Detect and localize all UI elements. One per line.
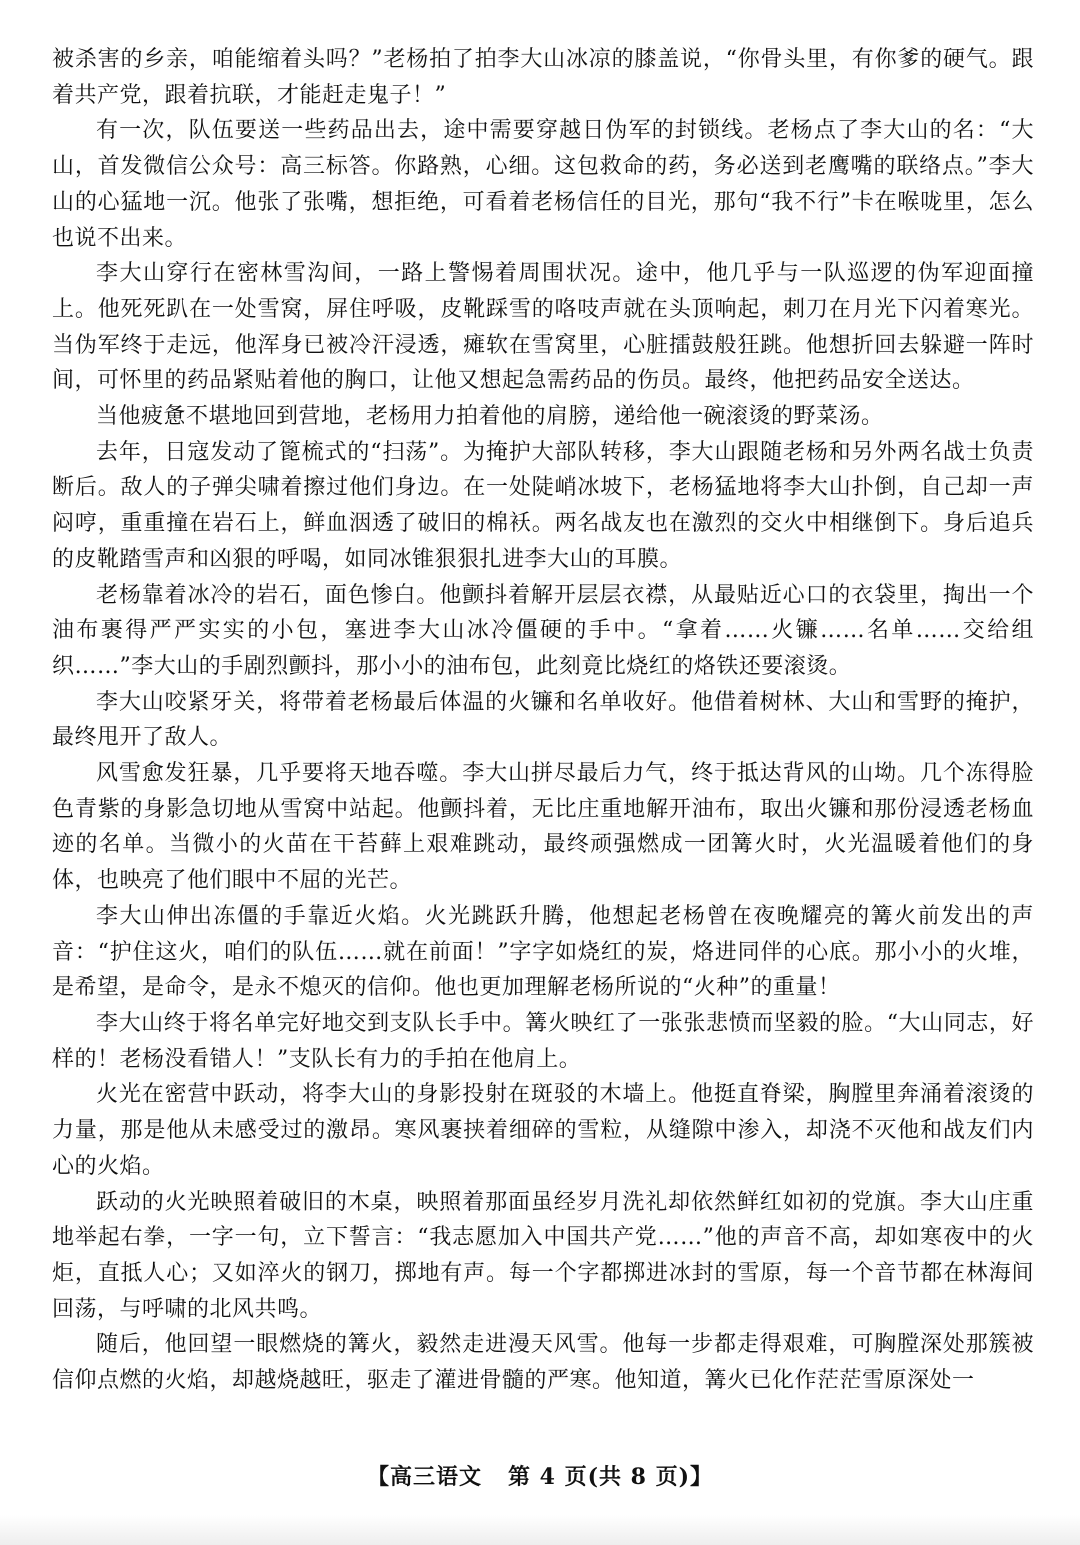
paragraph: 当他疲惫不堪地回到营地，老杨用力拍着他的肩膀，递给他一碗滚烫的野菜汤。: [96, 404, 884, 430]
paragraph: 李大山咬紧牙关，将带着老杨最后体温的火镰和名单收好。他借着树林、大山和雪野的掩护，最终甩开了敌人。: [52, 689, 1034, 751]
footer-bracket-close: 】: [690, 1464, 714, 1490]
footer-bracket-open: 【: [366, 1464, 390, 1490]
scan-shadow: [0, 1515, 1080, 1545]
paragraph: 风雪愈发狂暴，几乎要将天地吞噬。李大山拼尽最后力气，终于抵达背风的山坳。几个冻得脸色青紫的身影急切地从雪窝中站起。他颤抖着，无比庄重地解开油布，取出火镰和那份浸透老杨血迹的名单。当微小的火苗在干苔藓上艰难跳动，最终顽强燃成一团篝火时，火光温暖着他们的身体，也映亮了他们眼中不屈的光芒。: [52, 761, 1034, 894]
paragraph: 被杀害的乡亲，咱能缩着头吗？”老杨拍了拍李大山冰凉的膝盖说，“你骨头里，有你爹的硬气。跟着共产党，跟着抗联，才能赶走鬼子！”: [52, 47, 1034, 108]
footer-subject: 高三语文: [389, 1464, 482, 1490]
footer-gap: [482, 1464, 508, 1490]
page-footer: [0, 1462, 1080, 1492]
paragraph: 老杨靠着冰冷的岩石，面色惨白。他颤抖着解开层层衣襟，从最贴近心口的衣袋里，掏出一个油布裹得严严实实的小包，塞进李大山冰冷僵硬的手中。“拿着……火镰……名单……交给组织……”李大山的手剧烈颤抖，那小小的油布包，此刻竟比烧红的烙铁还要滚烫。: [52, 582, 1034, 679]
paragraph: 有一次，队伍要送一些药品出去，途中需要穿越日伪军的封锁线。老杨点了李大山的名：“大山，首发微信公众号：高三标答。你路熟，心细。这包救命的药，务必送到老鹰嘴的联络点。”李大山的心猛地一沉。他张了张嘴，想拒绝，可看着老杨信任的目光，那句“我不行”卡在喉咙里，怎么也说不出来。: [52, 118, 1034, 251]
paragraph: 李大山伸出冻僵的手靠近火焰。火光跳跃升腾，他想起老杨曾在夜晚耀亮的篝火前发出的声音：“护住这火，咱们的队伍……就在前面！”字字如烧红的炭，烙进同伴的心底。那小小的火堆，是希望，是命令，是永不熄灭的信仰。他也更加理解老杨所说的“火种”的重量！: [52, 903, 1034, 1001]
footer-page-info: 第 4 页(共 8 页): [507, 1464, 691, 1490]
paragraph: 跃动的火光映照着破旧的木桌，映照着那面虽经岁月洗礼却依然鲜红如初的党旗。李大山庄重地举起右拳，一字一句，立下誓言：“我志愿加入中国共产党……”他的声音不高，却如寒夜中的火炬，直抵人心；又如淬火的钢刀，掷地有声。每一个字都掷进冰封的雪原，每一个音节都在林海间回荡，与呼啸的北风共鸣。: [52, 1189, 1034, 1322]
paragraph: 随后，他回望一眼燃烧的篝火，毅然走进漫天风雪。他每一步都走得艰难，可胸膛深处那簇被信仰点燃的火焰，却越烧越旺，驱走了灌进骨髓的严寒。他知道，篝火已化作茫茫雪原深处一: [52, 1332, 1034, 1394]
paragraph: 李大山穿行在密林雪沟间，一路上警惕着周围状况。途中，他几乎与一队巡逻的伪军迎面撞上。他死死趴在一处雪窝，屏住呼吸，皮靴踩雪的咯吱声就在头顶响起，刺刀在月光下闪着寒光。当伪军终于走远，他浑身已被冷汗浸透，瘫软在雪窝里，心脏擂鼓般狂跳。他想折回去躲避一阵时间，可怀里的药品紧贴着他的胸口，让他又想起急需药品的伤员。最终，他把药品安全送达。: [52, 261, 1034, 394]
document-body: [52, 42, 1034, 1399]
paragraph: 李大山终于将名单完好地交到支队长手中。篝火映红了一张张悲愤而坚毅的脸。“大山同志，好样的！老杨没看错人！”支队长有力的手拍在他肩上。: [52, 1010, 1034, 1072]
paragraph: 去年，日寇发动了篦梳式的“扫荡”。为掩护大部队转移，李大山跟随老杨和另外两名战士负责断后。敌人的子弹尖啸着擦过他们身边。在一处陡峭冰坡下，老杨猛地将李大山扑倒，自己却一声闷哼，重重撞在岩石上，鲜血洇透了破旧的棉袄。两名战友也在激烈的交火中相继倒下。身后追兵的皮靴踏雪声和凶狠的呼喝，如同冰锥狠狠扎进李大山的耳膜。: [52, 439, 1034, 572]
paragraph: 火光在密营中跃动，将李大山的身影投射在斑驳的木墙上。他挺直脊梁，胸膛里奔涌着滚烫的力量，那是他从未感受过的激昂。寒风裹挟着细碎的雪粒，从缝隙中渗入，却浇不灭他和战友们内心的火焰。: [52, 1082, 1034, 1179]
